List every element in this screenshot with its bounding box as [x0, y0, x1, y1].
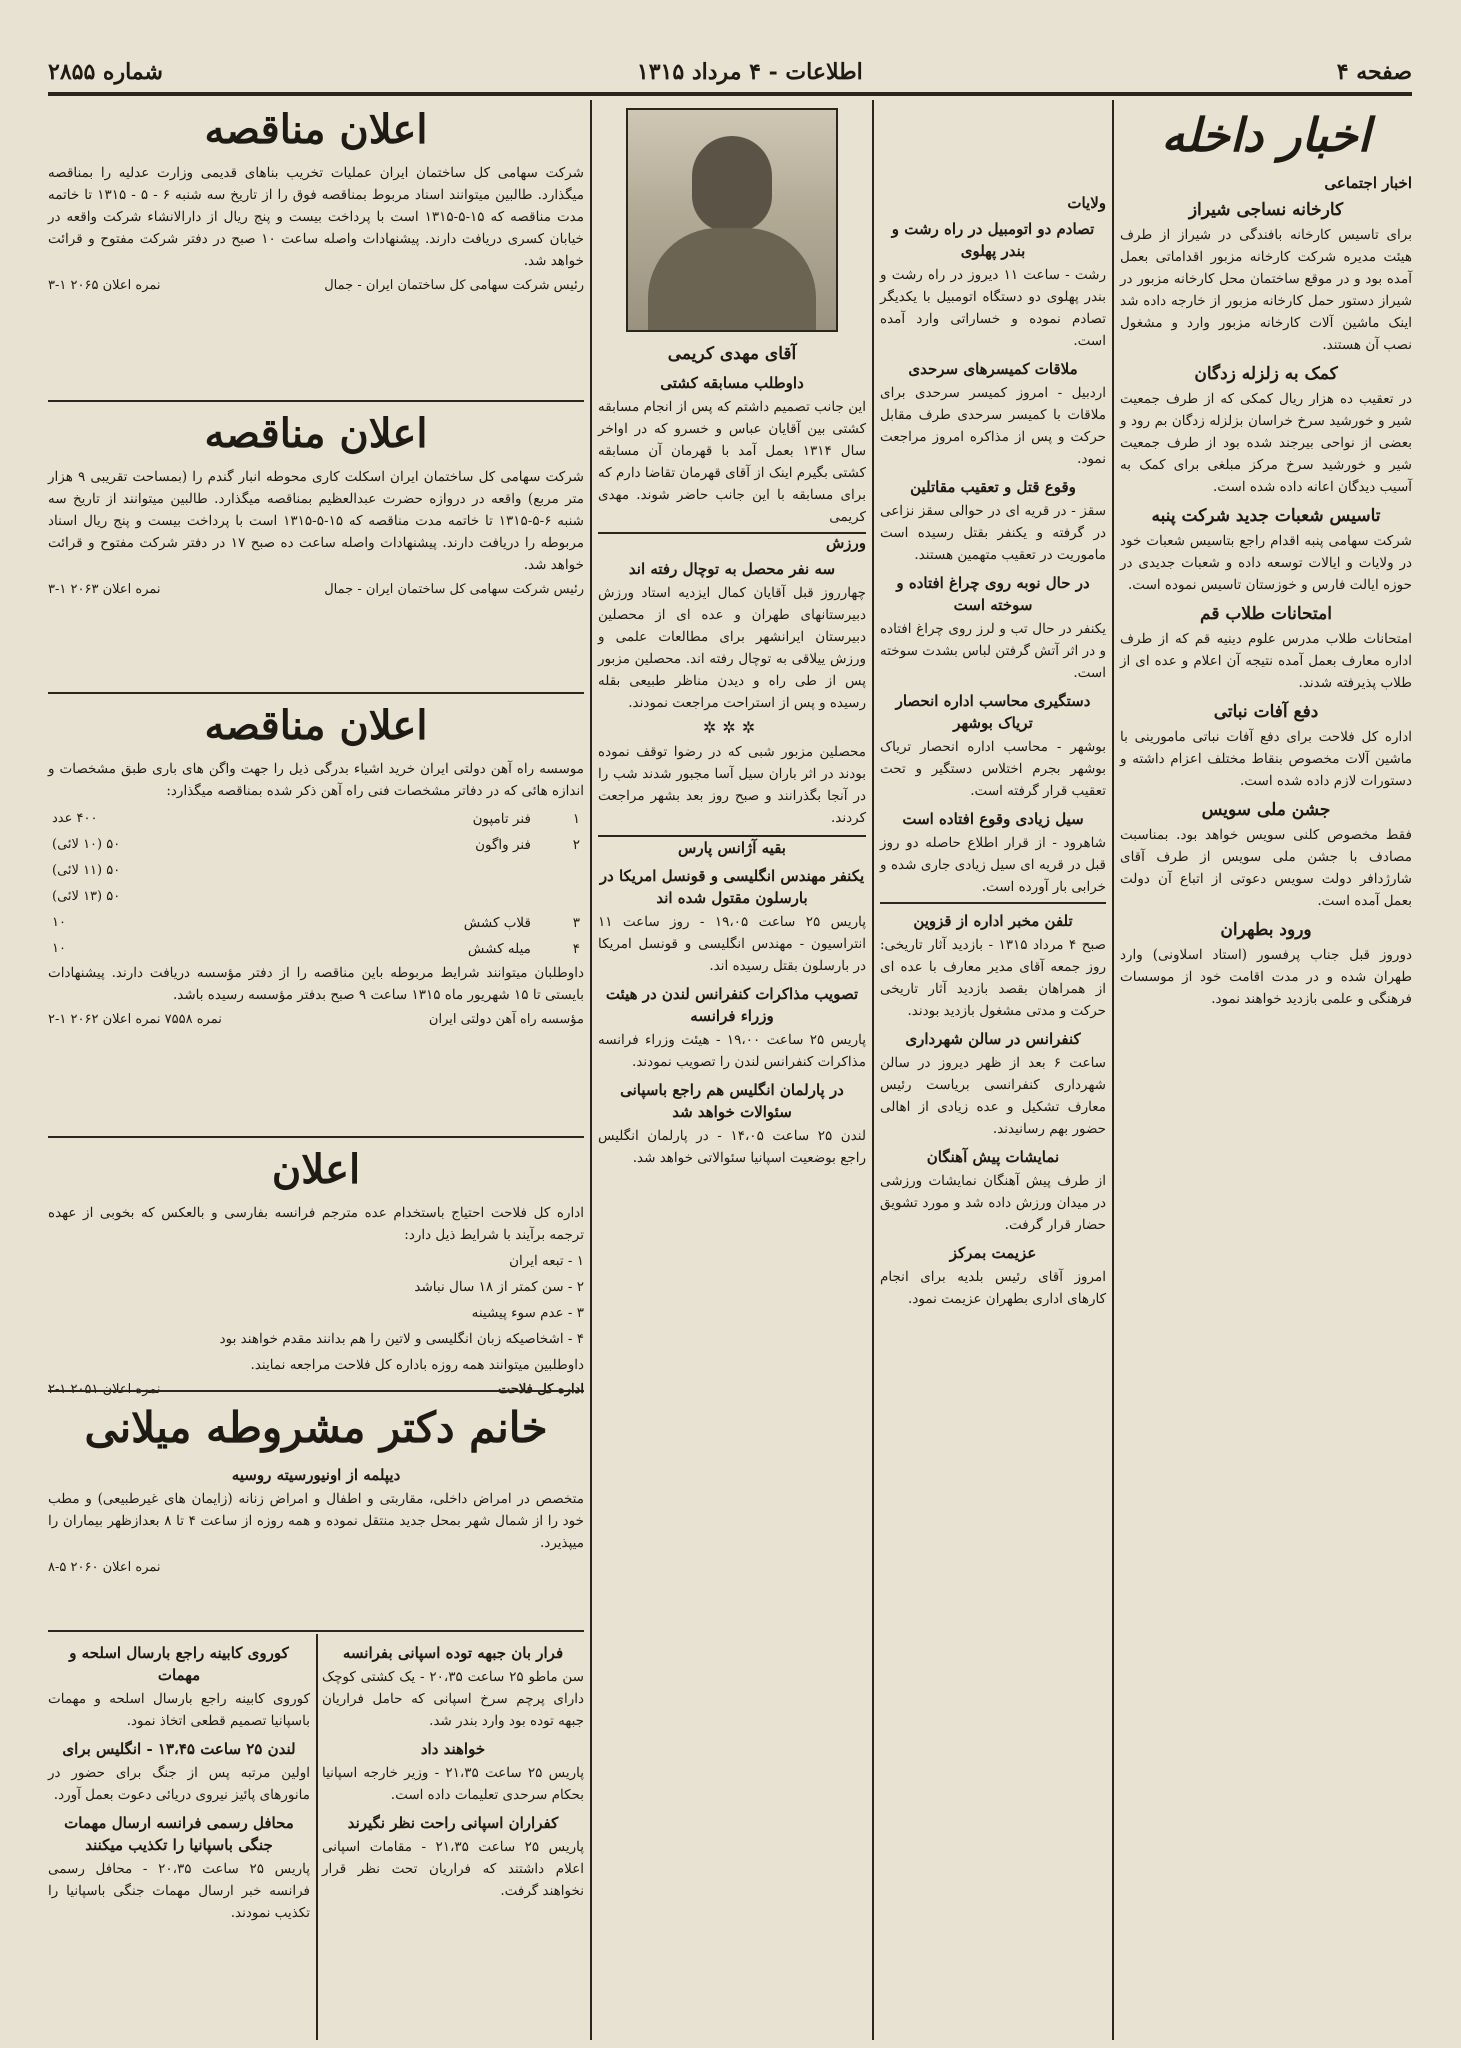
news-item: تاسیس شعبات جدید شرکت پنبه شرکت سهامی پنبه اقدام راجع بتاسیس شعبات خود در ولایات و ایالات توسعه داده و شعبات جدیدی در حوزه ایالت فارس و خوزستان تاسیس نموده است.: [1120, 506, 1412, 593]
middle-column: [598, 100, 866, 2040]
section-label: اخبار اجتماعی: [1324, 174, 1412, 192]
sport-title: سه نفر محصل به توچال رفته اند: [628, 560, 836, 578]
photo-caption: آقای مهدی کریمی: [667, 344, 797, 364]
foreign-news-left: کوروی کابینه راجع بارسال اسلحه و مهمات کوروی کابینه راجع بارسال اسلحه و مهمات باسپانیا تصمیم قطعی اتخاذ نمود. لندن ۲۵ ساعت ۱۳،۴۵ - انگلیس برای اولین مرتبه پس از جنگ برای حضور در مانورهای پائیز نیروی دریائی دعوت بعمل آورد. محافل رسمی فرانسه ارسال مهمات جنگی باسپانیا را تکذیب میکنند پاریس ۲۵ ساعت ۲۰،۳۵ - محافل رسمی فرانسه خبر ارسال مهمات جنگی باسپانیا را تکذیب نمودند.: [48, 1644, 310, 1921]
pars-section-title: بقیه آژانس پارس: [598, 835, 866, 859]
news-item: در پارلمان انگلیس هم راجع باسپانی سئوالات خواهد شد لندن ۲۵ ساعت ۱۴،۰۵ - در پارلمان انگلیس راجع بوضعیت اسپانیا سئوالاتی خواهد شد.: [598, 1081, 866, 1166]
provinces-column: [880, 190, 1106, 2040]
tender-ad-2: اعلان مناقصه شرکت سهامی کل ساختمان ایران اسکلت کاری محوطه انبار گندم را (بمساحت تقریبی ۹ هزار متر مربع) واقعه در دروازه حضرت عبدالعظیم بمناقصه میگذارد. طالبین میتوانند از تاریخ سه شنبه ۶-۵-۱۳۱۵ تا خاتمه مدت مناقصه که ۱۵-۵-۱۳۱۵ است با پرداخت بیست و پنج ریال اسناد مربوطه را دریافت دارند. پیشنهادات واصله ساعت ده صبح ۱۷ در دفتر شرکت مفتوح و قرائت خواهد شد. رئیس شرکت سهامی کل ساختمان ایران - جمال نمره اعلان ۲۰۶۳ ۱-۳: [48, 410, 584, 597]
table-row: ۲ فنر واگون ۵۰ (۱۰ لائی): [52, 837, 580, 853]
tender-ad-3: اعلان مناقصه موسسه راه آهن دولتی ایران خرید اشیاء بدرگی ذیل را جهت واگن های باری طبق مشخصات و اندازه هائی که در دفاتر مشخصات فنی راه آهن ذکر شده بمناقصه میگذارد: ۱ فنر تامپون ۴۰۰ عدد ۲ فنر واگون ۵۰ (۱۰ لائی) ۵۰ (۱۱ لائی) ۵۰ (۱۳ لائی) ۳ قلاب کشش ۱۰ ۴ میله کشش ۱۰ داوطلبان میتوانند شرایط مربوطه باین مناقصه را از دفتر مؤسسه دریافت دارند. پیشنهادات بایستی تا ۱۵ شهریور ماه ۱۳۱۵ ساعت ۹ صبح بدفتر مؤسسه رسیده باشد. مؤسسه راه آهن دولتی ایران نمره ۷۵۵۸ نمره اعلان ۲۰۶۲ ۱-۲: [48, 702, 584, 1027]
news-item: سیل زیادی وقوع افتاده است شاهرود - از قرار اطلاع حاصله دو روز قبل در قریه ای سیل زیادی جاری شده و خرابی بار آورده است.: [880, 810, 1106, 895]
photo-subcaption: داوطلب مسابقه کشتی: [660, 374, 804, 392]
page-header: [48, 52, 1412, 96]
section-label: ولایات: [1067, 194, 1106, 212]
table-row: ۳ قلاب کشش ۱۰: [52, 915, 580, 931]
news-item: عزیمت بمرکز امروز آقای رئیس بلدیه برای انجام کارهای اداری بطهران عزیمت نمود.: [880, 1244, 1106, 1307]
table-row: ۴ میله کشش ۱۰: [52, 941, 580, 957]
tender-items-table: [48, 806, 584, 962]
news-item: کنفرانس در سالن شهرداری ساعت ۶ بعد از ظهر دیروز در سالن شهرداری کنفرانسی بریاست رئیس معارف تشکیل و عده زیادی از اهالی حضور بهم رسانیدند.: [880, 1030, 1106, 1137]
news-item: دفع آفات نباتی اداره کل فلاحت برای دفع آفات نباتی مامورینی با ماشین آلات مخصوص بنقاط مختلف اعزام داشته و دستورات لازم داده شده است.: [1120, 702, 1412, 789]
news-item: جشن ملی سویس فقط مخصوص کلنی سویس خواهد بود. بمناسبت مصادف با جشن ملی سویس از طرف آقای شارژدافر دولت سویس دعوتی از اتباع آن دولت بعمل آمده است.: [1120, 800, 1412, 909]
paper-date: اطلاعات - ۴ مرداد ۱۳۱۵: [636, 59, 863, 85]
ads-column: [48, 100, 584, 2040]
news-item: کارخانه نساجی شیراز برای تاسیس کارخانه بافندگی در شیراز از طرف هیئت مدیره شرکت کارخانه مزبور اقداماتی بعمل آمده بود و در موقع ساختمان محل کارخانه مزبور در شیراز دستور حمل کارخانه مزبور از خارجه داده شد اینک ماشین آلات کارخانه مزبور وارد و مشغول نصب آن هستند.: [1120, 200, 1412, 353]
table-row: ۱ فنر تامپون ۴۰۰ عدد: [52, 811, 580, 827]
news-item: دستگیری محاسب اداره انحصار تریاک بوشهر بوشهر - محاسب اداره انحصار تریاک بوشهر بجرم اختلاس دستگیر و تحت تعقیب قرار گرفته است.: [880, 692, 1106, 799]
foreign-news-right: فرار بان جبهه توده اسپانی بفرانسه سن ماطو ۲۵ ساعت ۲۰،۳۵ - یک کشتی کوچک دارای پرچم سرخ اسپانی که حامل فراریان جبهه توده بود وارد بندر شد. خواهند داد پاریس ۲۵ ساعت ۲۱،۳۵ - وزیر خارجه اسپانیا بحکام سرحدی تعلیمات داده است. کفراران اسپانی راحت نظر نگیرند پاریس ۲۵ ساعت ۲۱،۳۵ - مقامات اسپانی اعلام داشتند که فراریان تحت نظر قرار نخواهند گرفت.: [322, 1644, 585, 1899]
news-item: ورود بطهران دوروز قبل جناب پرفسور (استاد اسلاونی) وارد طهران شده و در مدت اقامت خود از موسسات فرهنگی و علمی بازدید خواهند نمود.: [1120, 920, 1412, 1007]
news-item: نمایشات پیش آهنگان از طرف پیش آهنگان نمایشات ورزشی در میدان ورزش داده شد و مورد تشویق حضار قرار گرفت.: [880, 1148, 1106, 1233]
doctor-ad: خانم دکتر مشروطه میلانی دیپلمه از اونیورسیته روسیه متخصص در امراض داخلی، مقاربتی و اطفال و امراض زنانه (زایمان های غیرطبیعی) و مطب خود را از شمال شهر بمحل جدید منتقل نموده و همه روزه از ساعت ۴ تا ۸ بعدازظهر بیماران را میپذیرد. نمره اعلان ۲۰۶۰ ۵-۸: [48, 1403, 584, 1575]
tender-ad-1: اعلان مناقصه شرکت سهامی کل ساختمان ایران عملیات تخریب بناهای قدیمی وزارت عدلیه را بمناقصه میگذارد. طالبین میتوانند اسناد مربوط بمناقصه فوق را از تاریخ سه شنبه ۶ - ۵ - ۱۳۱۵ تا خاتمه مدت مناقصه که ۱۵-۵-۱۳۱۵ است با پرداخت بیست و پنج ریال از دارالانشاء شرکت واقعه در خیابان کسری دریافت دارند. پیشنهادات واصله ساعت ۱۰ صبح در دفتر شرکت مفتوح و قرائت خواهد شد. رئیس شرکت سهامی کل ساختمان ایران - جمال نمره اعلان ۲۰۶۵ ۱-۳: [48, 106, 584, 293]
news-item: یکنفر مهندس انگلیسی و قونسل امریکا در بارسلون مقتول شده اند پاریس ۲۵ ساعت ۱۹،۰۵ - روز ساعت ۱۱ انتراسیون - مهندس انگلیسی و قونسل امریکا در بارسلون بقتل رسیده اند.: [598, 867, 866, 974]
news-item: تصویب مذاکرات کنفرانس لندن در هیئت وزراء فرانسه پاریس ۲۵ ساعت ۱۹،۰۰ - هیئت وزراء فرانسه مذاکرات کنفرانس لندن را تصویب نمودند.: [598, 985, 866, 1070]
news-item: کمک به زلزله زدگان در تعقیب ده هزار ریال کمکی که از طرف جمعیت شیر و خورشید سرخ خراسان بزلزله زدگان بم رود و بعضی از نواحی بیرجند شده بود از طرف جمعیت شیر و خورشید سرخ مرکز مبلغی برای کمک به آسیب دیدگان اعانه داده شده است.: [1120, 364, 1412, 495]
domestic-news-column: [1120, 100, 1412, 2040]
section-label: ورزش: [598, 532, 866, 552]
photo-text: این جانب تصمیم داشتم که پس از انجام مسابقه کشتی بین آقایان عباس و خسرو که در اواخر سال ۱۳۱۴ بعمل آمد با قهرمان آن مسابقه کشتی بگیرم اینک از آقای قهرمان تقاضا دارم که برای مسابقه با این جانب حاضر شوند. مهدی کریمی: [597, 399, 867, 525]
hiring-ad: اعلان اداره کل فلاحت احتیاج باستخدام عده مترجم فرانسه بفارسی و بالعکس که بخوبی از عهده ترجمه برآیند با شرایط ذیل دارد: ۱ - تبعه ایران ۲ - سن کمتر از ۱۸ سال نباشد ۳ - عدم سوء پیشینه ۴ - اشخاصیکه زبان انگلیسی و لاتین را هم بدانند مقدم خواهند بود داوطلبین میتوانند همه روزه باداره کل فلاحت مراجعه نمایند.: [48, 1146, 584, 1373]
issue-number: شماره ۲۸۵۵: [48, 59, 163, 85]
page-number: صفحه ۴: [1336, 59, 1412, 85]
news-item: در حال نوبه روی چراغ افتاده و سوخته است یکنفر در حال تب و لرز روی چراغ افتاده و در اثر آتش گرفتن لباس بشدت سوخته است.: [880, 574, 1106, 681]
news-item: وقوع قتل و تعقیب مقاتلین سقز - در قریه ای در حوالی سقز نزاعی در گرفته و یکنفر بقتل رسیده است ماموریت در تعقیب متهمین هستند.: [880, 478, 1106, 563]
news-item: ملاقات کمیسرهای سرحدی اردبیل - امروز کمیسر سرحدی برای ملاقات با کمیسر سرحدی طرف مقابل حرکت و پس از مذاکره امروز مراجعت نمود.: [880, 360, 1106, 467]
separator-stars: ✲✲✲: [702, 718, 762, 737]
news-item: امتحانات طلاب قم امتحانات طلاب مدرس علوم دینیه قم که از طرف اداره معارف بعمل آمده نتیجه آن اعلام و عده ای از طلاب پذیرفته شدند.: [1120, 604, 1412, 691]
table-row: ۵۰ (۱۱ لائی): [52, 863, 121, 878]
sport-text-2: محصلین مزبور شبی که در رضوا توقف نموده بودند در اثر باران سیل آسا مجبور شدند شب را در آنجا بگذرانند و صبح روز بعد بشهر مراجعت کردند.: [598, 744, 866, 826]
table-row: ۵۰ (۱۳ لائی): [52, 889, 121, 904]
news-item: تلفن مخبر اداره از قزوین صبح ۴ مرداد ۱۳۱۵ - بازدید آثار تاریخی: روز جمعه آقای مدیر معارف با عده ای از همراهان بقصد بازدید آثار تاریخی حرکت و مدتی مشغول بازدید بودند.: [880, 902, 1106, 1022]
section-masthead: اخبار داخله: [1161, 108, 1371, 162]
news-item: تصادم دو اتومبیل در راه رشت و بندر پهلوی رشت - ساعت ۱۱ دیروز در راه رشت و بندر پهلوی دو دستگاه اتومبیل با یکدیگر تصادم نموده و خساراتی وارد آمده است.: [880, 220, 1106, 349]
portrait-photo: [626, 108, 838, 332]
sport-text: چهارروز قبل آقایان کمال ایزدیه استاد ورزش دبیرستانهای طهران و عده ای از محصلین دبیرستان ایرانشهر برای مطالعات علمی و ورزش ییلاقی به توچال رفته اند. محصلین مزبور پس از طی راه و دیدن مناظر طبیعی بقله رسیده و پس از استراحت مراجعت نمودند.: [598, 585, 866, 711]
